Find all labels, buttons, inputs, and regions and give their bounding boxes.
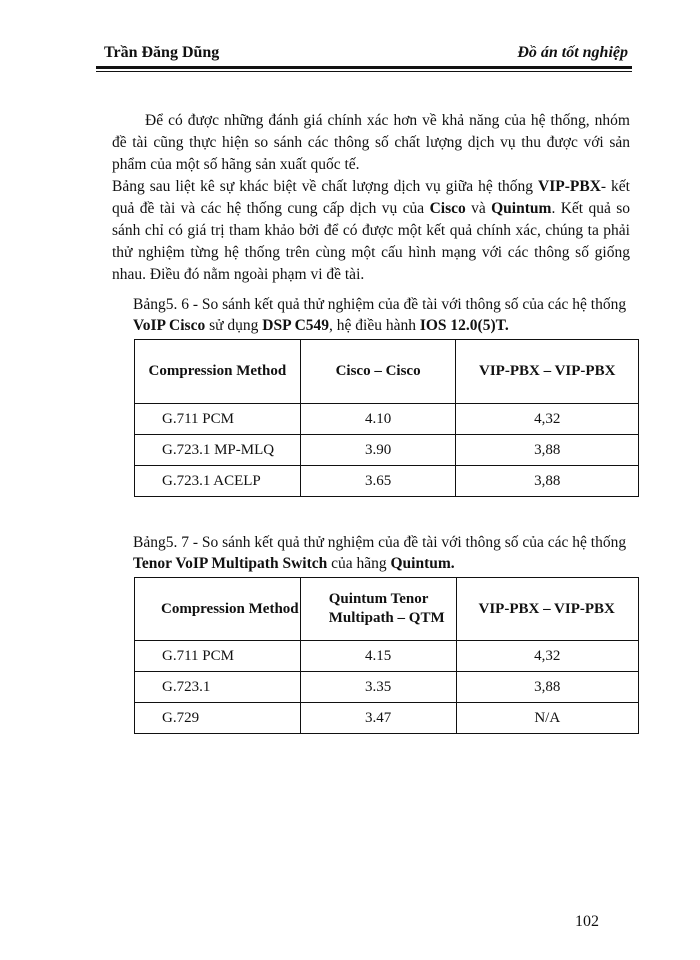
p2-text-c: - kết quả đề tài và các hệ thống cung cấp dịch vụ của	[112, 178, 630, 217]
table-cell: 4,32	[456, 641, 639, 672]
table-row	[135, 466, 639, 497]
table-cell: 3.47	[300, 703, 456, 734]
table-header-cell: Compression Method	[135, 340, 301, 404]
table-header-cell: VIP-PBX – VIP-PBX	[456, 578, 639, 641]
table-cell: 3,88	[456, 435, 639, 466]
p2-text-a: Bảng sau liệt kê sự khác biệt về chất lượng dịch vụ giữa hệ thống	[112, 178, 539, 195]
table-cell: 4,32	[456, 404, 639, 435]
comparison-table-cisco	[134, 339, 639, 497]
t2-cap-a: Bảng5. 7 - So sánh kết quả thử nghiệm của đề tài với thông số của các hệ thống	[133, 534, 627, 551]
t2-cap-d: Quintum.	[390, 555, 455, 572]
table-cell: G.711 PCM	[135, 641, 301, 672]
table-cell: G.729	[135, 703, 301, 734]
table-row	[135, 404, 639, 435]
t1-cap-c: sử dụng	[205, 317, 263, 334]
table-cell: 3,88	[456, 672, 639, 703]
table-header-cell: Cisco – Cisco	[300, 340, 456, 404]
body-text	[112, 110, 630, 286]
table-header-cell: Quintum Tenor Multipath – QTM	[300, 578, 456, 641]
t1-cap-f: IOS 12.0(5)T.	[419, 317, 509, 334]
table-row	[135, 641, 639, 672]
table-row	[135, 672, 639, 703]
p2-bold-cisco: Cisco	[429, 200, 466, 217]
table-header-row	[135, 340, 639, 404]
p2-bold-vippbx: VIP-PBX	[538, 178, 601, 195]
table-header-cell: VIP-PBX – VIP-PBX	[456, 340, 639, 404]
table-cell: G.711 PCM	[135, 404, 301, 435]
table-cell: 3.35	[300, 672, 456, 703]
table-cell: G.723.1 ACELP	[135, 466, 301, 497]
p2-bold-quintum: Quintum	[491, 200, 552, 217]
table-cell: 4.15	[300, 641, 456, 672]
p2-text-e: và	[465, 200, 492, 217]
t1-cap-e: , hệ điều hành	[329, 317, 420, 334]
table-row	[135, 435, 639, 466]
header-rule-thin	[96, 71, 632, 72]
table-header-cell: Compression Method	[135, 578, 301, 641]
header-rule-thick	[96, 66, 632, 69]
t1-cap-a: Bảng5. 6 - So sánh kết quả thử nghiệm của đề tài với thông số của các hệ thống	[133, 296, 627, 313]
thesis-title: Đồ án tốt nghiệp	[517, 44, 628, 61]
table-cell: 4.10	[300, 404, 456, 435]
table-cell: G.723.1 MP-MLQ	[135, 435, 301, 466]
t2-cap-c: của hãng	[327, 555, 391, 572]
author-name: Trần Đăng Dũng	[104, 44, 220, 61]
table2-caption	[133, 532, 631, 574]
paragraph-2	[112, 176, 630, 286]
t2-cap-b: Tenor VoIP Multipath Switch	[133, 555, 328, 572]
t1-cap-d: DSP C549	[262, 317, 330, 334]
comparison-table-quintum	[134, 577, 639, 734]
table-row	[135, 703, 639, 734]
table-cell: 3,88	[456, 466, 639, 497]
table-cell: N/A	[456, 703, 639, 734]
table-cell: 3.90	[300, 435, 456, 466]
page-number: 102	[575, 913, 599, 930]
table1-caption	[133, 294, 631, 336]
paragraph-1: Để có được những đánh giá chính xác hơn về khả năng của hệ thống, nhóm đề tài cũng thực hiện so sánh các thông số chất lượng dịch vụ thu được với sản phẩm của một số hãng sản xuất quốc tế.	[112, 112, 630, 173]
t1-cap-b: VoIP Cisco	[133, 317, 206, 334]
table-cell: G.723.1	[135, 672, 301, 703]
table-header-row	[135, 578, 639, 641]
p2-text-g: . Kết quả so sánh chỉ có giá trị tham khảo bởi để có được một kết quả chính xác, chúng ta phải thử nghiệm từng hệ thống trên cùng một cấu hình mạng với các thông số giống nhau. Điều đó nằm ngoài phạm vi đề tài.	[112, 200, 630, 283]
page-header	[96, 44, 632, 68]
table-cell: 3.65	[300, 466, 456, 497]
